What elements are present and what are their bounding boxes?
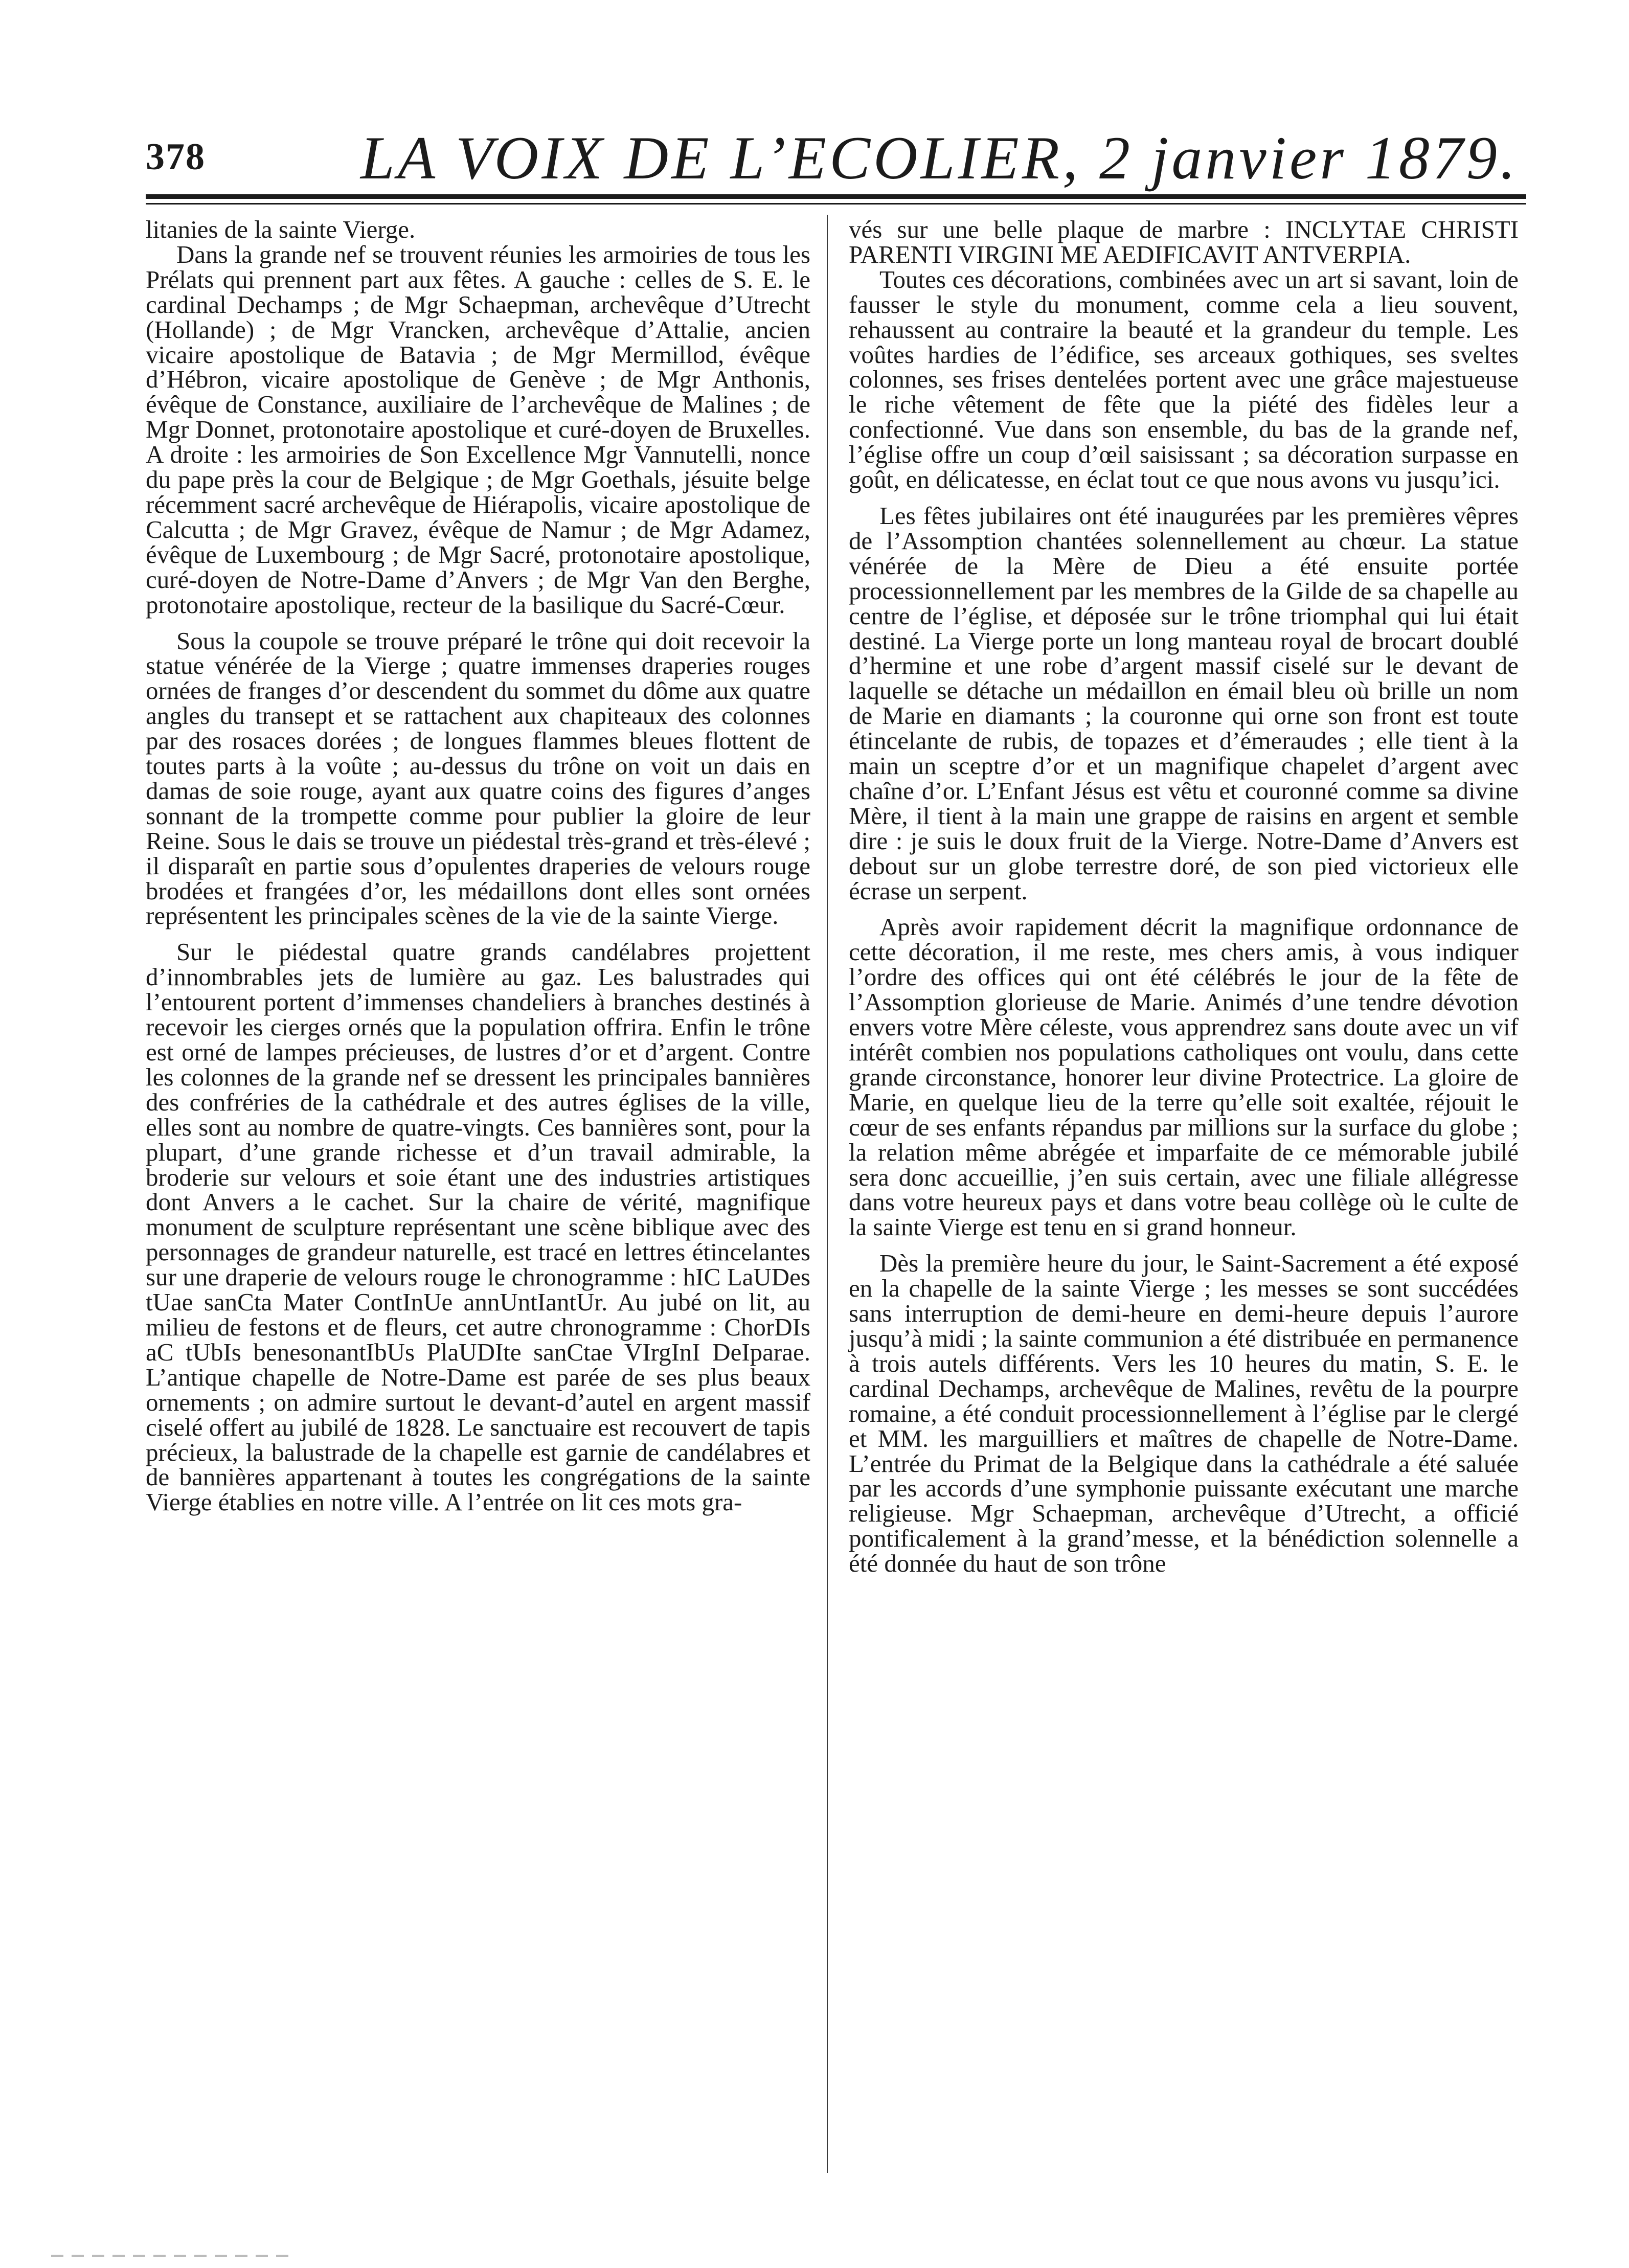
header-rule-thin [146,203,1526,205]
column-divider [827,215,828,2173]
paragraph: Sous la coupole se trouve préparé le trône qui doit recevoir la statue vénérée de la Vierge ; quatre immenses draperies rouges ornées de franges d’or descendent du sommet du dôme aux quatre angles du transept et se rattachent aux chapiteaux des colonnes par des rosaces dorées ; de longues flammes bleues flottent de toutes parts à la voûte ; au-dessus du trône on voit un dais en damas de soie rouge, ayant aux quatre coins des figures d’anges sonnant de la trompette comme pour publier la gloire de leur Reine. Sous le dais se trouve un piédestal très-grand et très-élevé ; il disparaît en partie sous d’opulentes draperies de velours rouge brodées et frangées d’or, les médaillons dont elles sont ornées représentent les principales scènes de la vie de la sainte Vierge. [146,626,810,930]
paragraph: litanies de la sainte Vierge. [146,215,416,243]
paragraph: Après avoir rapidement décrit la magnifique ordonnance de cette décoration, il me reste, mes chers amis, à vous indiquer l’ordre des offices qui ont été célébrés le jour de la fête de l’Assomption glorieuse de Marie. Animés d’une tendre dévotion envers votre Mère céleste, vous apprendrez sans doute avec un vif intérêt combien nos populations catholiques ont voulu, dans cette grande circonstance, honorer leur divine Protectrice. La gloire de Marie, en quelque lieu de la terre qu’elle soit exaltée, réjouit le cœur de ses enfants répandus par millions sur la surface du globe ; la relation même abrégée et imparfaite de ce mémorable jubilé sera donc accueillie, j’en suis certain, avec une filiale allégresse dans votre heureux pays et dans votre beau collège où le culte de la sainte Vierge est tenu en si grand honneur. [849,913,1519,1241]
left-text-column [146,217,810,1515]
header-rule-thick [146,194,1526,199]
publication-title: LA VOIX DE L’ECOLIER, 2 janvier 1879. [360,124,1519,192]
paragraph: Les fêtes jubilaires ont été inaugurées par les premières vêpres de l’Assomption chantées solennellement au chœur. La statue vénérée de la Mère de Dieu a été ensuite portée processionnellement par les membres de la Gilde de sa chapelle au centre de l’église, et déposée sur le trône triomphal qui lui était destiné. La Vierge porte un long manteau royal de brocart doublé d’hermine et une robe d’argent massif ciselé sur le devant de laquelle se détache un médaillon en émail bleu où brille un nom de Marie en diamants ; la couronne qui orne son front est toute étincelante de rubis, de topazes et d’émeraudes ; elle tient à la main un sceptre d’or et un magnifique chapelet d’argent avec chaîne d’or. L’Enfant Jésus est vêtu et couronné comme sa divine Mère, il tient à la main une grappe de raisins en argent et semble dire : je suis le doux fruit de la Vierge. Notre-Dame d’Anvers est debout sur un globe terrestre doré, de son pied victorieux elle écrase un serpent. [849,501,1519,905]
paragraph: Toutes ces décorations, combinées avec un art si savant, loin de fausser le style du monument, comme cela a lieu souvent, rehaussent au contraire la beauté et la grandeur du temple. Les voûtes hardies de l’édifice, ses arceaux gothiques, ses sveltes colonnes, ses frises dentelées portent avec une grâce majestueuse le riche vêtement de fête que la piété des fidèles leur a confectionné. Vue dans son ensemble, du bas de la grande nef, l’église offre un coup d’œil saisissant ; sa décoration surpasse en goût, en délicatesse, en éclat tout ce que nous avons vu jusqu’ici. [849,265,1519,494]
paragraph: Dès la première heure du jour, le Saint-Sacrement a été exposé en la chapelle de la sainte Vierge ; les messes se sont succédées sans interruption de demi-heure en demi-heure depuis l’aurore jusqu’à midi ; la sainte communion a été distribuée en permanence à trois autels différents. Vers les 10 heures du matin, S. E. le cardinal Dechamps, archevêque de Malines, revêtu de la pourpre romaine, a été conduit processionnellement à l’église par le clergé et MM. les marguilliers et maîtres de chapelle de Notre-Dame. L’entrée du Primat de la Belgique dans la cathédrale a été saluée par les accords d’une symphonie puissante exécutant une marche religieuse. Mgr Schaepman, archevêque d’Utrecht, a officié pontificalement à la grand’messe, et la bénédiction solennelle a été donnée du haut de son trône [849,1249,1519,1578]
page-number: 378 [146,136,206,178]
paragraph: Dans la grande nef se trouvent réunies les armoiries de tous les Prélats qui prennent part aux fêtes. A gauche : celles de S. E. le cardinal Dechamps ; de Mgr Schaepman, archevêque d’Utrecht (Hollande) ; de Mgr Vrancken, archevêque d’Attalie, ancien vicaire apostolique de Batavia ; de Mgr Mermillod, évêque d’Hébron, vicaire apostolique de Genève ; de Mgr Anthonis, évêque de Constance, auxiliaire de l’archevêque de Malines ; de Mgr Donnet, protonotaire apostolique et curé-doyen de Bruxelles. A droite : les armoiries de Son Excellence Mgr Vannutelli, nonce du pape près la cour de Belgique ; de Mgr Goethals, jésuite belge récemment sacré archevêque de Hiérapolis, vicaire apostolique de Calcutta ; de Mgr Gravez, évêque de Namur ; de Mgr Adamez, évêque de Luxembourg ; de Mgr Sacré, protonotaire apostolique, curé-doyen de Notre-Dame d’Anvers ; de Mgr Van den Berghe, protonotaire apostolique, recteur de la basilique du Sacré-Cœur. [146,240,810,619]
right-text-column [849,217,1519,1576]
paragraph: Sur le piédestal quatre grands candélabres projettent d’innombrables jets de lumière au gaz. Les balustrades qui l’entourent portent d’immenses chandeliers à branches destinés à recevoir les cierges ornés que la population offrira. Enfin le trône est orné de lampes précieuses, de lustres d’or et d’argent. Contre les colonnes de la grande nef se dressent les principales bannières des confréries de la cathédrale et des autres églises de la ville, elles sont au nombre de quatre-vingts. Ces bannières sont, pour la plupart, d’une grande richesse et d’un travail admirable, la broderie sur velours et soie étant une des industries artistiques dont Anvers a le cachet. Sur la chaire de vérité, magnifique monument de sculpture représentant une scène biblique avec des personnages de grandeur naturelle, est tracé en lettres étincelantes sur une draperie de velours rouge le chronogramme : hIC LaUDes tUae sanCta Mater ContInUe annUntIantUr. Au jubé on lit, au milieu de festons et de fleurs, cet autre chronogramme : ChorDIs aC tUbIs benesonantIbUs PlaUDIte sanCtae VIrgInI DeIparae. L’antique chapelle de Notre-Dame est parée de ses plus beaux ornements ; on admire surtout le devant-d’autel en argent massif ciselé offert au jubilé de 1828. Le sanctuaire est recouvert de tapis précieux, la balustrade de la chapelle est garnie de candélabres et de bannières appartenant à toutes les congrégations de la sainte Vierge établies en notre ville. A l’entrée on lit ces mots gra- [146,938,810,1516]
scan-artifact-mark [51,2255,297,2257]
paragraph: vés sur une belle plaque de marbre : INCLYTAE CHRISTI PARENTI VIRGINI ME AEDIFICAVIT ANTVERPIA. [849,215,1519,268]
page-header [146,112,1526,192]
